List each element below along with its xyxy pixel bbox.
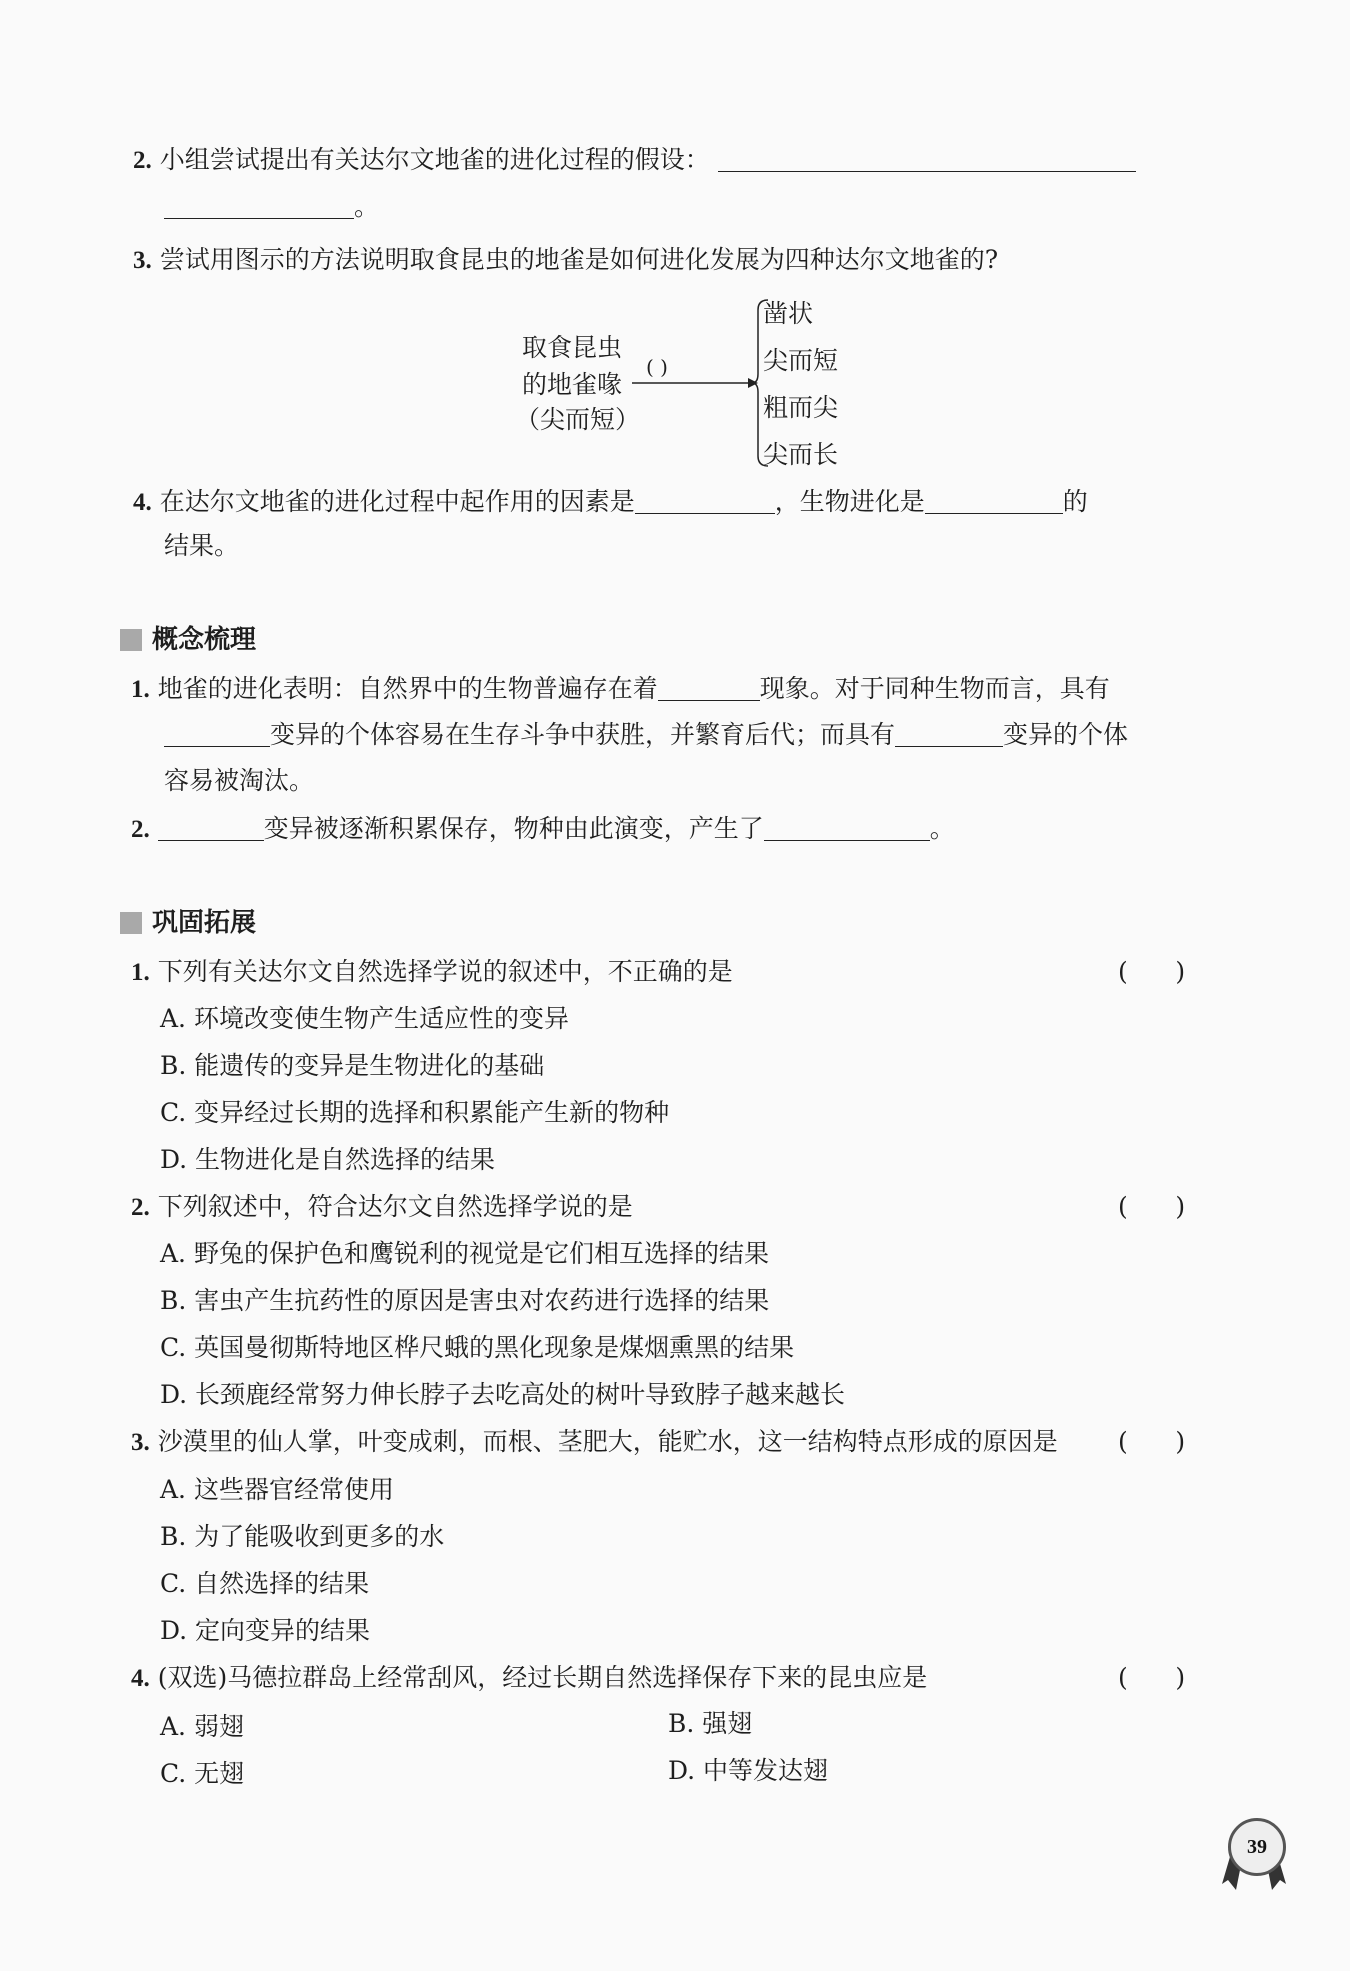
answer-blank[interactable]	[925, 487, 1063, 514]
answer-blank[interactable]	[895, 720, 1003, 747]
extension-question-2	[131, 1190, 633, 1225]
option-c[interactable]: C. 英国曼彻斯特地区桦尺蛾的黑化现象是煤烟熏黑的结果	[160, 1333, 795, 1362]
question-text: 变异的个体	[1003, 720, 1129, 749]
option-c[interactable]: C. 变异经过长期的选择和积累能产生新的物种	[160, 1098, 670, 1127]
diagram-lines	[0, 0, 1350, 480]
extension-question-1	[131, 955, 733, 990]
option-d[interactable]: D. 生物进化是自然选择的结果	[160, 1145, 496, 1174]
question-number: 3.	[133, 247, 152, 274]
answer-paren[interactable]: ( )	[1118, 957, 1186, 986]
option-a[interactable]: A. 环境改变使生物产生适应性的变异	[160, 1004, 569, 1033]
option-d[interactable]: D. 长颈鹿经常努力伸长脖子去吃高处的树叶导致脖子越来越长	[160, 1380, 846, 1409]
answer-blank[interactable]	[158, 814, 264, 841]
option-b[interactable]: B. 强翅	[668, 1709, 753, 1738]
option-c[interactable]: C. 无翅	[160, 1759, 245, 1788]
answer-paren[interactable]: ( )	[1118, 1192, 1186, 1221]
concept-question-1-line3: 容易被淘汰。	[164, 766, 315, 795]
question-text: ，生物进化是	[774, 487, 925, 516]
source-label-line1: 取食昆虫	[522, 333, 623, 362]
page-number-badge: 39	[1228, 1818, 1286, 1876]
answer-paren[interactable]: ( )	[1118, 1663, 1186, 1692]
answer-blank[interactable]	[658, 674, 760, 701]
question-number: 4.	[133, 489, 152, 516]
question-text: 。	[929, 814, 955, 843]
branch-4: 尖而长	[763, 440, 839, 469]
option-c[interactable]: C. 自然选择的结果	[160, 1569, 370, 1598]
section-marker-icon	[120, 912, 142, 934]
concept-question-1	[131, 672, 1110, 707]
option-d[interactable]: D. 中等发达翅	[668, 1756, 829, 1785]
question-text: 现象。对于同种生物而言，具有	[759, 674, 1110, 703]
option-a[interactable]: A. 弱翅	[160, 1712, 244, 1741]
answer-paren[interactable]: ( )	[1118, 1427, 1186, 1456]
extension-question-4	[131, 1661, 927, 1696]
option-d[interactable]: D. 定向变异的结果	[160, 1616, 371, 1645]
question-number: 1.	[131, 676, 150, 703]
question-text: 地雀的进化表明：自然界中的生物普遍存在着	[157, 674, 658, 703]
source-label-line3: （尖而短）	[515, 405, 641, 434]
option-a[interactable]: A. 野兔的保护色和鹰锐利的视觉是它们相互选择的结果	[160, 1239, 769, 1268]
section-title-text: 巩固拓展	[152, 908, 257, 938]
question-text: 尝试用图示的方法说明取食昆虫的地雀是如何进化发展为四种达尔文地雀的?	[159, 245, 999, 274]
option-a[interactable]: A. 这些器官经常使用	[160, 1475, 394, 1504]
option-b[interactable]: B. 能遗传的变异是生物进化的基础	[160, 1051, 545, 1080]
question-end: 。	[354, 192, 380, 221]
concept-question-1-line2	[164, 718, 1128, 752]
extension-question-3	[131, 1425, 1058, 1460]
section-concept-title	[120, 623, 256, 657]
question-number: 2.	[131, 1194, 150, 1221]
branch-2: 尖而短	[763, 346, 839, 375]
question-number: 2.	[133, 147, 152, 174]
section-title-text: 概念梳理	[152, 625, 257, 655]
source-label-line2: 的地雀喙	[522, 370, 623, 399]
option-b[interactable]: B. 害虫产生抗药性的原因是害虫对农药进行选择的结果	[160, 1286, 770, 1315]
arrow-blank-paren[interactable]: ( )	[646, 355, 668, 379]
question-4-continuation: 结果。	[164, 531, 240, 560]
question-number: 3.	[131, 1429, 150, 1456]
question-text: 变异被逐渐积累保存，物种由此演变，产生了	[263, 814, 764, 843]
answer-blank[interactable]	[164, 720, 270, 747]
answer-blank[interactable]	[764, 814, 930, 841]
question-text: 的	[1062, 487, 1088, 516]
answer-blank[interactable]	[635, 487, 775, 514]
branch-3: 粗而尖	[763, 393, 839, 422]
question-text: 在达尔文地雀的进化过程中起作用的因素是	[159, 487, 635, 516]
question-text: 小组尝试提出有关达尔文地雀的进化过程的假设：	[159, 145, 710, 174]
question-text: 下列有关达尔文自然选择学说的叙述中，不正确的是	[157, 957, 733, 986]
question-number: 1.	[131, 959, 150, 986]
question-text: (双选)马德拉群岛上经常刮风，经过长期自然选择保存下来的昆虫应是	[157, 1663, 928, 1692]
question-4	[133, 485, 1088, 520]
question-text: 变异的个体容易在生存斗争中获胜，并繁育后代；而具有	[270, 720, 896, 749]
branch-1: 凿状	[763, 299, 814, 328]
option-b[interactable]: B. 为了能吸收到更多的水	[160, 1522, 445, 1551]
section-marker-icon	[120, 629, 142, 651]
concept-question-2	[131, 812, 955, 847]
section-extension-title	[120, 906, 256, 940]
question-text: 沙漠里的仙人掌，叶变成刺，而根、茎肥大，能贮水，这一结构特点形成的原因是	[157, 1427, 1058, 1456]
question-text: 下列叙述中，符合达尔文自然选择学说的是	[157, 1192, 633, 1221]
question-number: 2.	[131, 816, 150, 843]
question-number: 4.	[131, 1665, 150, 1692]
